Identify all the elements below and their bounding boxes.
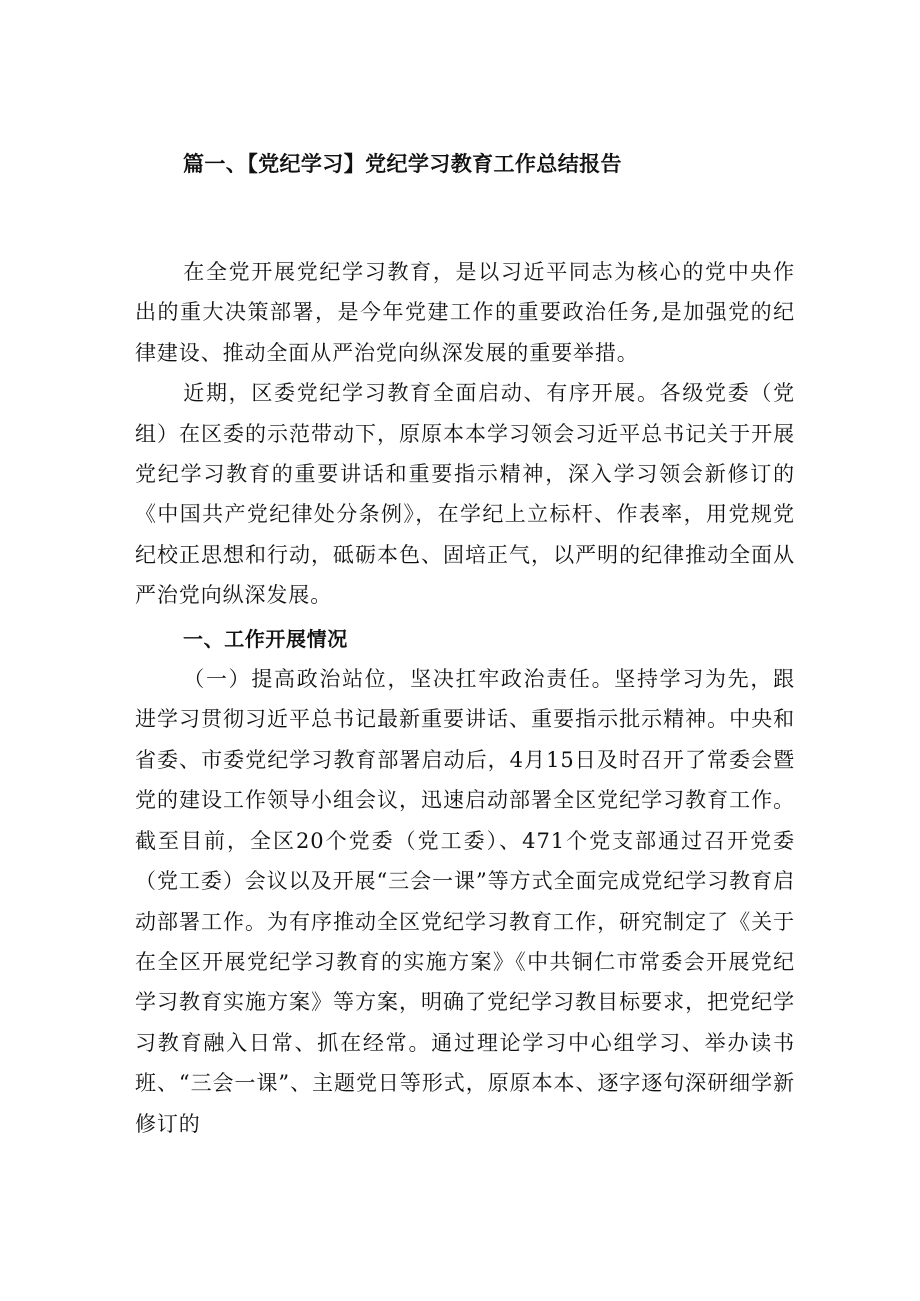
document-body bbox=[135, 252, 795, 1144]
section-paragraph: （一）提高政治站位，坚决扛牢政治责任。坚持学习为先，跟进学习贯彻习近平总书记最新重要讲话、重要指示批示精神。中央和省委、市委党纪学习教育部署启动后，4月15日及时召开了常委会暨党的建设工作领导小组会议，迅速启动部署全区党纪学习教育工作。截至目前，全区20个党委（党工委）、471个党支部通过召开党委（党工委）会议以及开展“三会一课”等方式全面完成党纪学习教育启动部署工作。为有序推动全区党纪学习教育工作，研究制定了《关于在全区开展党纪学习教育的实施方案》《中共铜仁市常委会开展党纪学习教育实施方案》等方案，明确了党纪学习教目标要求，把党纪学习教育融入日常、抓在经常。通过理论学习中心组学习、举办读书班、“三会一课”、主题党日等形式，原原本本、逐字逐句深研细学新修订的 bbox=[135, 667, 795, 1136]
intro-paragraph: 在全党开展党纪学习教育，是以习近平同志为核心的党中央作出的重大决策部署，是今年党建工作的重要政治任务,是加强党的纪律建设、推动全面从严治党向纵深发展的重要举措。 bbox=[135, 260, 795, 365]
background-paragraph: 近期，区委党纪学习教育全面启动、有序开展。各级党委（党组）在区委的示范带动下，原原本本学习领会习近平总书记关于开展党纪学习教育的重要讲话和重要指示精神，深入学习领会新修订的《中国共产党纪律处分条例》，在学纪上立标杆、作表率，用党规党纪校正思想和行动，砥砺本色、固培正气，以严明的纪律推动全面从严治党向纵深发展。 bbox=[135, 381, 795, 608]
document-title: 篇一、【党纪学习】党纪学习教育工作总结报告 bbox=[183, 152, 622, 176]
section-heading: 一、工作开展情况 bbox=[183, 626, 348, 651]
